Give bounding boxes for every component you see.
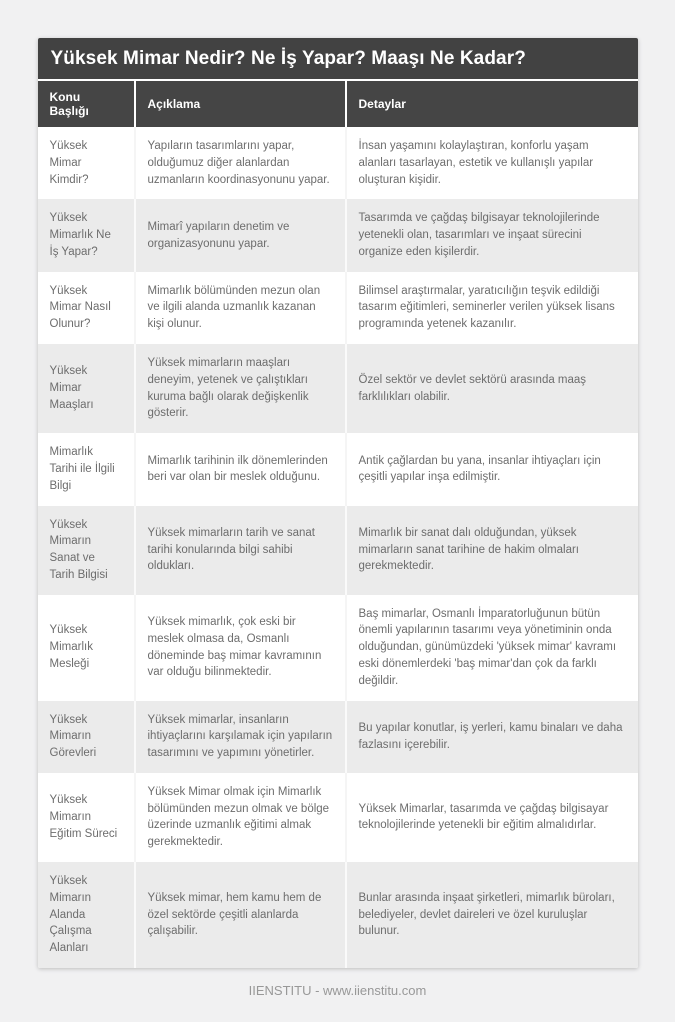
cell-topic: Mimarlık Tarihi ile İlgili Bilgi xyxy=(38,433,135,505)
cell-description: Yüksek mimarlık, çok eski bir meslek olmasa da, Osmanlı döneminde baş mimar kavramının var olduğu bilinmektedir. xyxy=(135,595,346,701)
cell-topic: Yüksek Mimar Kimdir? xyxy=(38,127,135,199)
cell-topic: Yüksek Mimarlık Mesleği xyxy=(38,595,135,701)
cell-topic: Yüksek Mimar Nasıl Olunur? xyxy=(38,272,135,344)
column-header-topic: Konu Başlığı xyxy=(38,81,135,127)
cell-topic: Yüksek Mimar Maaşları xyxy=(38,344,135,433)
cell-topic: Yüksek Mimarın Görevleri xyxy=(38,701,135,773)
cell-description: Yüksek mimarların tarih ve sanat tarihi konularında bilgi sahibi oldukları. xyxy=(135,506,346,595)
table-row xyxy=(38,506,638,595)
column-header-details: Detaylar xyxy=(346,81,638,127)
cell-description: Mimarî yapıların denetim ve organizasyonunu yapar. xyxy=(135,199,346,271)
cell-topic: Yüksek Mimarın Sanat ve Tarih Bilgisi xyxy=(38,506,135,595)
table-body xyxy=(38,127,638,968)
cell-description: Mimarlık tarihinin ilk dönemlerinden beri var olan bir meslek olduğunu. xyxy=(135,433,346,505)
cell-description: Yüksek Mimar olmak için Mimarlık bölümünden mezun olmak ve bölge üzerinde uzmanlık eğitimi almak gerekmektedir. xyxy=(135,773,346,862)
cell-details: Baş mimarlar, Osmanlı İmparatorluğunun bütün önemli yapılarının tasarımı veya yönetiminin onda olduğundan, günümüzdeki 'yüksek mimar' kavramı eski dönemlerdeki 'baş mimar'dan çok da farklı değildir. xyxy=(346,595,638,701)
table-row xyxy=(38,701,638,773)
column-header-description: Açıklama xyxy=(135,81,346,127)
table-row xyxy=(38,773,638,862)
cell-details: Bu yapılar konutlar, iş yerleri, kamu binaları ve daha fazlasını içerebilir. xyxy=(346,701,638,773)
cell-details: Tasarımda ve çağdaş bilgisayar teknolojilerinde yetenekli olan, tasarımları ve inşaat sürecini organize eden kişilerdir. xyxy=(346,199,638,271)
cell-details: Yüksek Mimarlar, tasarımda ve çağdaş bilgisayar teknolojilerinde yetenekli bir eğitim almalıdırlar. xyxy=(346,773,638,862)
table-row xyxy=(38,344,638,433)
page-title: Yüksek Mimar Nedir? Ne İş Yapar? Maaşı Ne Kadar? xyxy=(38,38,638,81)
table-row xyxy=(38,199,638,271)
site-attribution: IIENSTITU - www.iienstitu.com xyxy=(248,982,427,998)
article-table-card xyxy=(38,38,638,968)
cell-details: İnsan yaşamını kolaylaştıran, konforlu yaşam alanları tasarlayan, estetik ve kullanışlı yapılar oluşturan kişidir. xyxy=(346,127,638,199)
cell-description: Yüksek mimar, hem kamu hem de özel sektörde çeşitli alanlarda çalışabilir. xyxy=(135,862,346,968)
table-row xyxy=(38,433,638,505)
table-row xyxy=(38,595,638,701)
cell-topic: Yüksek Mimarın Eğitim Süreci xyxy=(38,773,135,862)
cell-details: Bilimsel araştırmalar, yaratıcılığın teşvik edildiği tasarım eğitimleri, seminerler verilen yüksek lisans programında yetenek kazanılır. xyxy=(346,272,638,344)
cell-description: Mimarlık bölümünden mezun olan ve ilgili alanda uzmanlık kazanan kişi olunur. xyxy=(135,272,346,344)
cell-description: Yapıların tasarımlarını yapar, olduğumuz diğer alanlardan uzmanların koordinasyonunu yapar. xyxy=(135,127,346,199)
cell-details: Özel sektör ve devlet sektörü arasında maaş farklılıkları olabilir. xyxy=(346,344,638,433)
cell-details: Bunlar arasında inşaat şirketleri, mimarlık büroları, belediyeler, devlet daireleri ve özel kuruluşlar bulunur. xyxy=(346,862,638,968)
cell-details: Mimarlık bir sanat dalı olduğundan, yüksek mimarların sanat tarihine de hakim olmaları gerekmektedir. xyxy=(346,506,638,595)
table-row xyxy=(38,862,638,968)
table-header-row xyxy=(38,81,638,127)
cell-topic: Yüksek Mimarın Alanda Çalışma Alanları xyxy=(38,862,135,968)
cell-details: Antik çağlardan bu yana, insanlar ihtiyaçları için çeşitli yapılar inşa edilmiştir. xyxy=(346,433,638,505)
cell-description: Yüksek mimarların maaşları deneyim, yetenek ve çalıştıkları kuruma bağlı olarak değişkenlik gösterir. xyxy=(135,344,346,433)
table-row xyxy=(38,272,638,344)
cell-topic: Yüksek Mimarlık Ne İş Yapar? xyxy=(38,199,135,271)
table-header xyxy=(38,81,638,127)
info-table xyxy=(38,81,638,968)
cell-description: Yüksek mimarlar, insanların ihtiyaçlarını karşılamak için yapıların tasarımını ve yapımını yönetirler. xyxy=(135,701,346,773)
table-row xyxy=(38,127,638,199)
